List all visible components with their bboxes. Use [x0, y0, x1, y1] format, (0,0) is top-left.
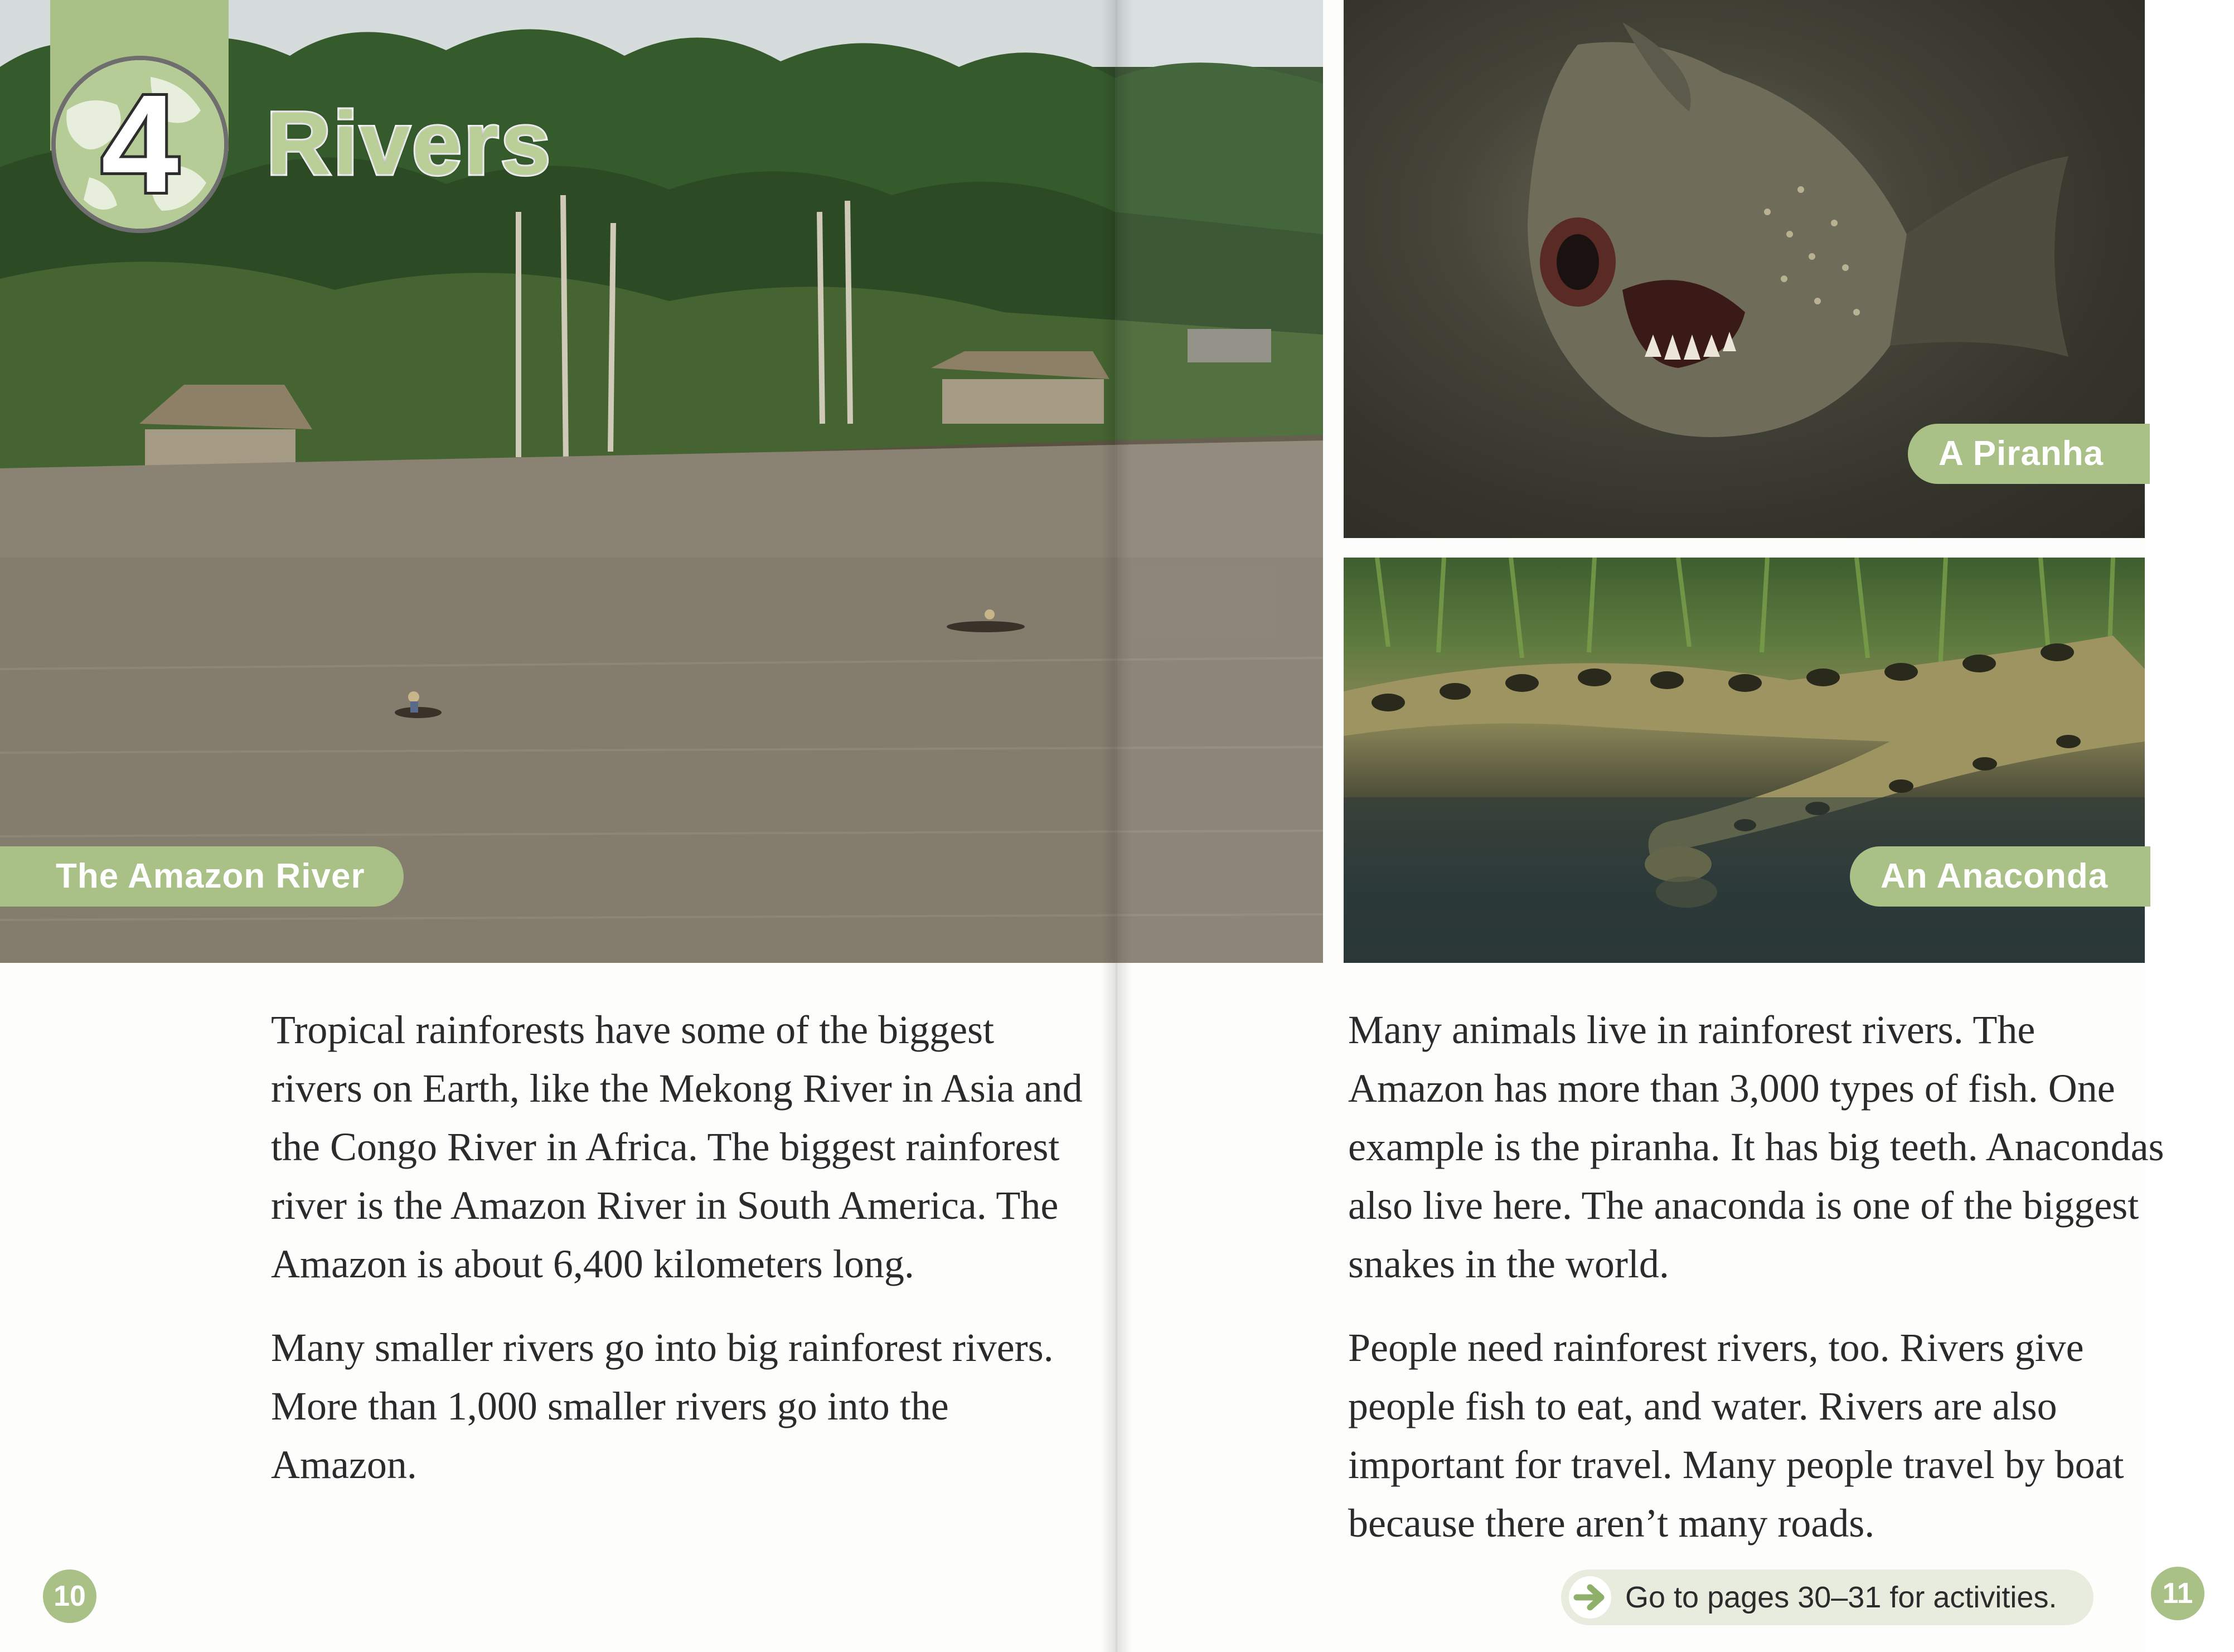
caption-anaconda: An Anaconda: [1850, 846, 2150, 907]
page-number-left: 10: [43, 1569, 96, 1623]
activity-link[interactable]: [1561, 1569, 2094, 1625]
paragraph: People need rainforest rivers, too. Rivers give people fish to eat, and water. Rivers are also important for travel. Many people travel by boat because there aren’t many roads.: [1348, 1325, 2124, 1546]
paragraph: Many smaller rivers go into big rainforest rivers. More than 1,000 smaller rivers go into the Amazon.: [271, 1325, 1054, 1487]
paragraph: Tropical rainforests have some of the biggest rivers on Earth, like the Mekong River in Asia and the Congo River in Africa. The biggest rainforest river is the Amazon River in South America. The Amazon is about 6,400 kilometers long.: [271, 1007, 1083, 1286]
chapter-title: Rivers: [266, 93, 553, 193]
book-gutter: [1101, 0, 1132, 1652]
chapter-number: 4: [101, 66, 179, 221]
right-body-text: [1348, 1001, 2168, 1578]
caption-amazon-river: The Amazon River: [0, 846, 404, 907]
chapter-badge: [51, 56, 229, 233]
activity-text: Go to pages 30–31 for activities.: [1625, 1581, 2057, 1614]
page-number-right: 11: [2151, 1567, 2204, 1620]
paragraph: Many animals live in rainforest rivers. The Amazon has more than 3,000 types of fish. One example is the piranha. It has big teeth. Anacondas also live here. The anaconda is one of the biggest snakes in the world.: [1348, 1007, 2164, 1286]
caption-piranha: A Piranha: [1908, 424, 2150, 484]
left-body-text: [271, 1001, 1091, 1519]
arrow-right-icon: [1569, 1576, 1611, 1619]
